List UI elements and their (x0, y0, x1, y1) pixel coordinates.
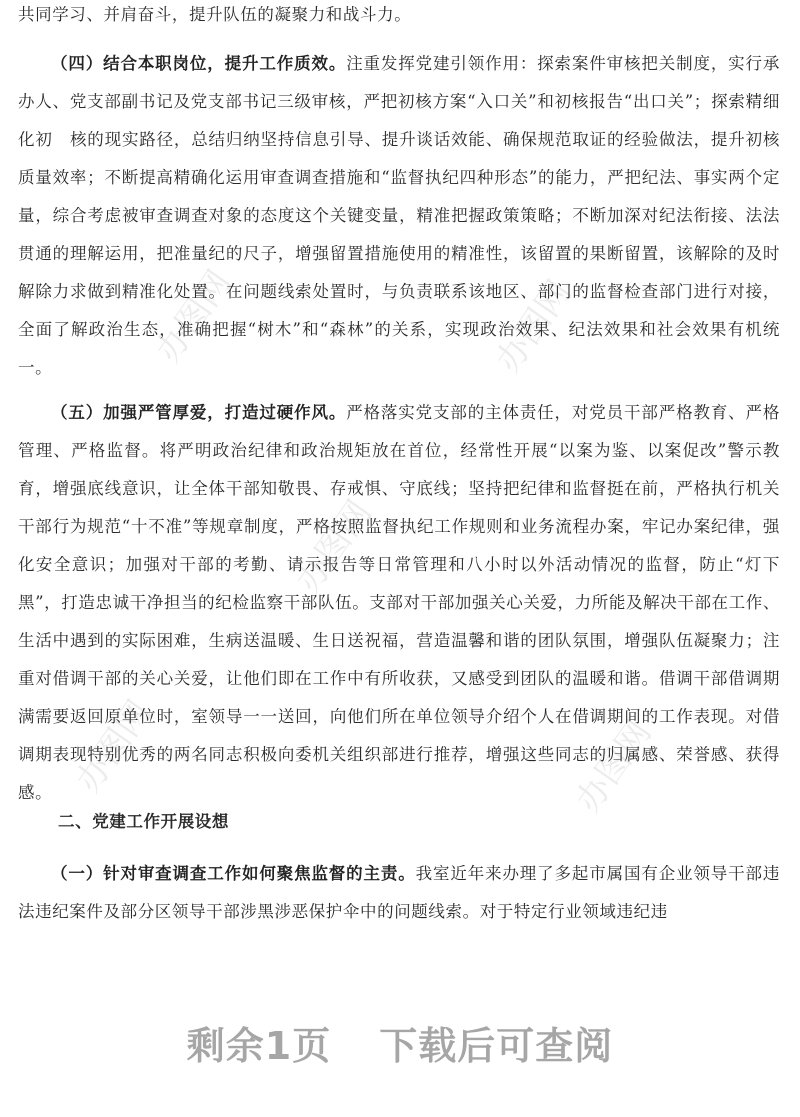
watermark: 办图网 (288, 493, 380, 600)
paragraph-text: 我室近年来办理了多起市属国有企业领导干部违法违纪案件及部分区领导干部涉黑涉恶保护伞中的问题线索。对于特定行业领域违纪违 (18, 864, 780, 921)
watermark: 办图网 (488, 273, 580, 380)
watermark: 办图网 (568, 713, 660, 820)
watermark: 办图网 (148, 263, 240, 370)
section-lead-title: （四）结合本职岗位，提升工作质效。 (51, 54, 347, 73)
download-prompt[interactable] (0, 1015, 800, 1070)
paragraph-continuation (18, 0, 780, 34)
paragraph-text: 严格落实党支部的主体责任，对党员干部严格教育、严格管理、严格监督。将严明政治纪律和政治规矩放在首位，经常性开展“以案为鉴、以案促改”警示教育，增强底线意识，让全体干部知敬畏、存戒惧、守底线；坚持把纪律和监督挺在前，严格执行机关干部行为规范“十不准”等规章制度，严格按照监督执纪工作规则和业务流程办案，牢记办案纪律，强化安全意识；加强对干部的考勤、请示报告等日常管理和八小时以外活动情况的监督，防止“灯下黑”，打造忠诚干净担当的纪检监察干部队伍。支部对干部加强关心关爱，力所能及解决干部在工作、生活中遇到的实际困难，生病送温暖、生日送祝福，营造温馨和谐的团队氛围，增强队伍凝聚力；注重对借调干部的关心关爱，让他们即在工作中有所收获，又感受到团队的温暖和谐。借调干部借调期满需要返回原单位时，室领导一一送回，向他们所在单位领导介绍个人在借调期间的工作表现。对借调期表现特别优秀的两名同志积极向委机关组织部进行推荐，增强这些同志的归属感、荣誉感、获得感。 (18, 403, 781, 802)
section-heading: 二、党建工作开展设想 (58, 812, 229, 831)
paragraph-text: 共同学习、并肩奋斗，提升队伍的凝聚力和战斗力。 (18, 5, 412, 24)
paragraph-text: 注重发挥党建引领作用：探索案件审核把关制度，实行承办人、党支部副书记及党支部书记三级审核，严把初核方案“入口关”和初核报告“出口关”；探索精细化初 核的现实路径，总结归纳坚持信息引导、提升谈话效能、确保规范取证的经验做法，提升初核质量效率；不断提高精确化运用审查调查措施和“监督执纪四种形态”的能力，严把纪法、事实两个定量，综合考虑被审查调查对象的态度这个关键变量，精准把握政策策略；不断加深对纪法衔接、法法贯通的理解运用，把准量纪的尺子，增强留置措施使用的精准性，该留置的果断留置，该解除的及时解除力求做到精准化处置。在问题线索处置时，与负责联系该地区、部门的监督检查部门进行对接，全面了解政治生态，准确把握“树木”和“森林”的关系，实现政治效果、纪法效果和社会效果有机统一。 (18, 54, 781, 377)
paragraph-section-5 (18, 394, 780, 812)
section-lead-title: （五）加强严管厚爱，打造过硬作风。 (51, 403, 347, 422)
download-hint-label: 下载后可查阅 (379, 1024, 614, 1068)
watermark: 办图网 (68, 693, 160, 800)
paragraph-subsection-1 (18, 855, 780, 931)
paragraph-section-4 (18, 45, 780, 387)
remaining-pages-label: 剩余1页 (186, 1024, 332, 1068)
section-lead-title: （一）针对审查调查工作如何聚焦监督的主责。 (51, 864, 416, 883)
